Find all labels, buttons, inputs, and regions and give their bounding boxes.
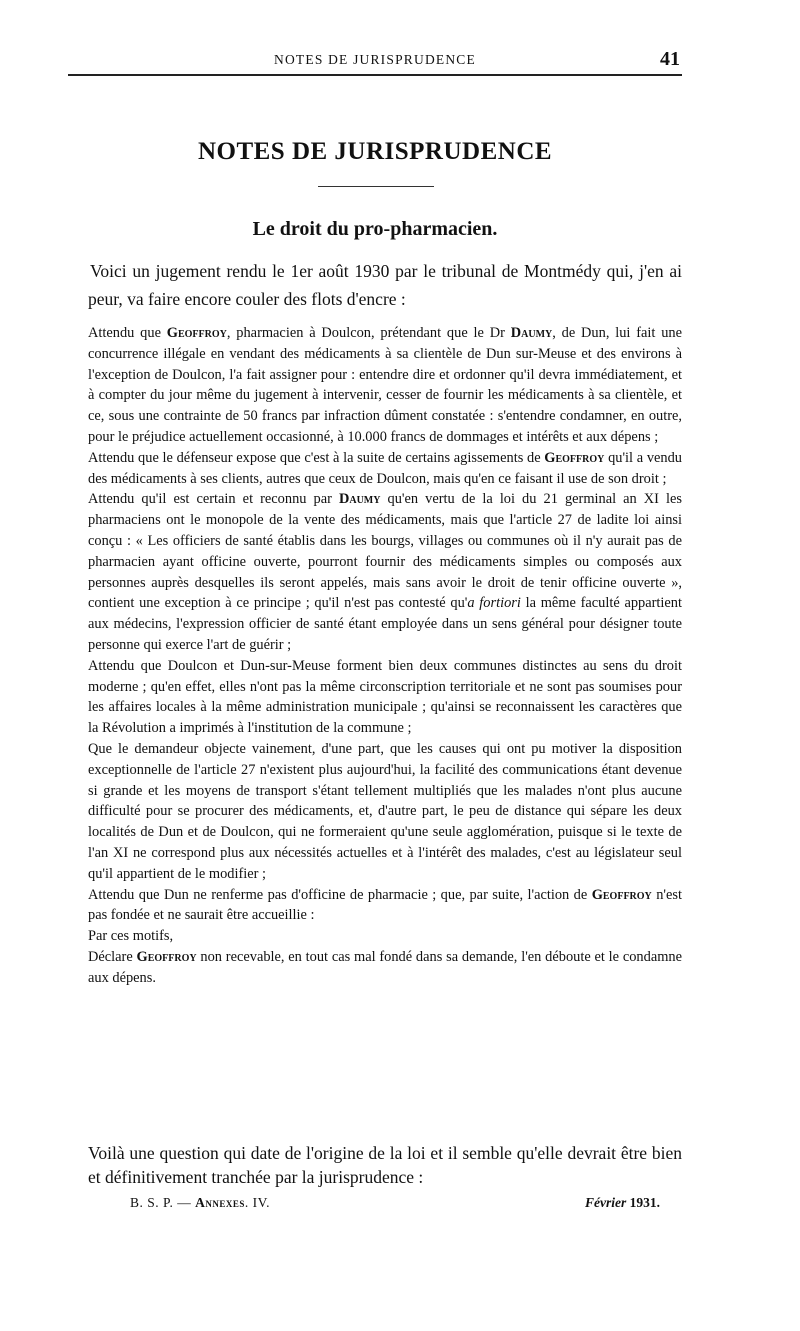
closing-paragraph: Voilà une question qui date de l'origine de la loi et il semble qu'elle devrait être bien et définitivement tranchée par la jurisprudence : (88, 1143, 682, 1187)
judgment-paragraph-7: Par ces motifs, (88, 928, 174, 945)
party-name: Geoffroy (166, 325, 227, 341)
judgment-paragraph-5: Que le demandeur objecte vainement, d'une part, que les causes qui ont pu motiver la disposition exceptionnelle de l'article 27 n'existent plus aujourd'hui, la facilité des communications étant devenue si grande et les moyens de transport s'étant tellement multipliés que les malades n'ont plus aucune difficulté pour se procurer des médicaments, et, d'autre part, le peu de distance qui sépare les deux localités de Dun et de Doulcon, qui ne formeraient qu'une seule agglomération, puisque si le texte de l'an XI ne correspond plus aux nécessités actuelles et à l'intérêt des malades, c'est au législateur seul qu'il appartient de le modifier ; (88, 740, 682, 882)
issue-date: Février 1931. (585, 1195, 660, 1210)
intro-paragraph: Voici un jugement rendu le 1er août 1930 par le tribunal de Montmédy qui, j'en ai peur, va faire encore couler des flots d'encre : (88, 261, 682, 309)
party-name: Geoffroy (544, 449, 605, 466)
judgment-paragraph-3: Attendu qu'il est certain et reconnu par Daumy qu'en vertu de la loi du 21 germinal an XI les pharmaciens ont le monopole de la vente des médicaments, mais que l'article 27 de ladite loi ainsi conçu : « Les officiers de santé établis dans les bourgs, villages ou communes où il n'y aurait pas de pharmacien ayant officine ouverte, pourront fournir des médicaments simples ou composés aux personnes auprès desquelles ils seront appelés, mais sans avoir le droit de tenir officine ouverte », contient une exception à ce principe ; qu'il n'est pas contesté qu'a fortiori la même faculté appartient aux médecins, l'expression officier de santé étant employée dans un sens général pour désigner toute personne qui exerce l'art de guérir ; (88, 491, 682, 653)
journal-reference: B. S. P. — Annexes. IV. (130, 1195, 271, 1210)
judgment-paragraph-1: Attendu que Geoffroy, pharmacien à Doulcon, prétendant que le Dr Daumy, de Dun, lui fait une concurrence illégale en vendant des médicaments à sa clientèle de Dun sur-Meuse et des environs à l'exception de Doulcon, l'a fait assigner pour : entendre dire et ordonner qu'il devra immédiatement, et à compter du jour même du jugement à intervenir, cesser de fournir les médicaments à sa clientèle, et ce, sous une contrainte de 50 francs par infraction dûment constatée : s'entendre condamner, en outre, pour le préjudice actuellement occasionné, à 10.000 francs de dommages et intérêts et aux dépens ; (88, 325, 683, 445)
party-name: Daumy (510, 325, 553, 341)
running-header (68, 50, 682, 76)
party-name: Daumy (338, 491, 381, 508)
judgment-paragraph-4: Attendu que Doulcon et Dun-sur-Meuse forment bien deux communes distinctes au sens du droit moderne ; qu'en effet, elles n'ont pas la même circonscription territoriale et ne sont pas soumises pour les affaires locales à la même administration municipale ; qu'ainsi se reconnaissent les caractères que la Révolution a imprimés à l'institution de la commune ; (88, 657, 682, 737)
judgment-paragraph-6: Attendu que Dun ne renferme pas d'officine de pharmacie ; que, par suite, l'action de Geoffroy n'est pas fondée et ne saurait être accueillie : (88, 886, 682, 924)
party-name: Geoffroy (136, 948, 197, 965)
article-title: NOTES DE JURISPRUDENCE (197, 138, 553, 165)
article-subtitle: Le droit du pro-pharmacien. (252, 218, 498, 240)
page-footer (130, 1195, 660, 1215)
page-number: 41 (660, 48, 680, 70)
running-title: NOTES DE JURISPRUDENCE (274, 52, 476, 67)
judgment-paragraph-8: Déclare Geoffroy non recevable, en tout cas mal fondé dans sa demande, l'en déboute et le condamne aux dépens. (88, 948, 682, 986)
judgment-paragraph-2: Attendu que le défenseur expose que c'est à la suite de certains agissements de Geoffroy qu'il a vendu des médicaments à ses clients, autres que ceux de Doulcon, mais qu'en ce faisant il use de son droit ; (88, 449, 682, 487)
judgment-text (88, 323, 682, 989)
party-name: Geoffroy (591, 886, 652, 903)
title-divider (318, 186, 434, 187)
